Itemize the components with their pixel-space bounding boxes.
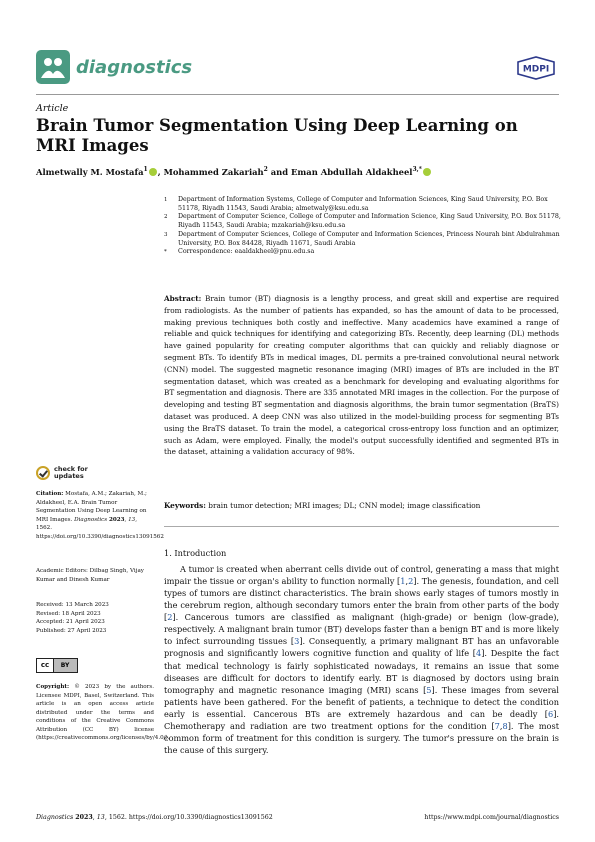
citation-journal: Diagnostics bbox=[74, 516, 108, 523]
affiliation-mark: 1 bbox=[164, 197, 168, 203]
footer-journal-url[interactable]: https://www.mdpi.com/journal/diagnostics bbox=[424, 814, 559, 821]
intro-text: , bbox=[499, 720, 503, 731]
check-for-updates-badge[interactable] bbox=[36, 466, 88, 480]
intro-text: ]. Consequently, a primary malignant BT has an unfavorable prognosis and significantly lowers cognitive function and quality of life [ bbox=[164, 636, 559, 659]
author-affil-mark: 3,* bbox=[412, 166, 422, 173]
author-separator: , bbox=[157, 166, 164, 177]
author-separator: and bbox=[267, 166, 292, 177]
article-title: Brain Tumor Segmentation Using Deep Learning on MRI Images bbox=[36, 116, 518, 155]
date-accepted: Accepted: 21 April 2023 bbox=[36, 619, 105, 625]
author-name[interactable]: Mohammed Zakariah bbox=[163, 166, 264, 177]
citation-link[interactable]: 8 bbox=[502, 720, 508, 731]
citation-link[interactable]: 5 bbox=[426, 684, 432, 695]
affiliation-list bbox=[164, 196, 564, 257]
abstract-label: Abstract: bbox=[164, 294, 202, 303]
affiliation-text: Department of Information Systems, College of Computer and Information Sciences, King Saud University, P.O. Box 51178, Riyadh 11543, Saudi Arabia; almetwaly@ksu.edu.sa bbox=[178, 196, 548, 212]
publisher-label: MDPI bbox=[522, 64, 550, 75]
by-label: BY bbox=[60, 662, 70, 669]
copyright-text: © 2023 by the authors. Licensee MDPI, Basel, Switzerland. This article is an open access article distributed under the terms and conditions of the Creative Commons Attribution (CC BY) license (https://creativecommons.org/licenses/by/4.0/). bbox=[36, 684, 170, 741]
check-updates-icon bbox=[36, 466, 50, 480]
citation-link[interactable]: 3 bbox=[294, 636, 300, 647]
section-heading: 1. Introduction bbox=[164, 548, 227, 558]
affiliation-item bbox=[164, 248, 564, 257]
keywords-text: brain tumor detection; MRI images; DL; CNN model; image classification bbox=[208, 501, 481, 510]
orcid-icon[interactable] bbox=[423, 168, 431, 176]
affiliation-text: Correspondence: eaaldakheel@pnu.edu.sa bbox=[178, 248, 315, 256]
introduction-body bbox=[164, 563, 559, 756]
author-affil-mark: 2 bbox=[263, 166, 268, 173]
citation-block: Citation: Mostafa, A.M.; Zakariah, M.; Aldakheel, E.A. Brain Tumor Segmentation Using Deep Learning on MRI Images. Diagnostics 2023, 13, 1562. https://doi.org/10.3390/diagnostics13091562 bbox=[36, 491, 164, 540]
article-type: Article bbox=[36, 103, 69, 114]
affiliation-item bbox=[164, 231, 564, 248]
journal-name: diagnostics bbox=[76, 57, 193, 78]
citation-link[interactable]: 2 bbox=[167, 612, 173, 623]
affiliation-mark: 3 bbox=[164, 231, 168, 238]
publication-dates bbox=[36, 601, 154, 635]
affiliation-item bbox=[164, 196, 564, 213]
intro-text: ]. Cancerous tumors are classified as malignant (high-grade) or benign (low-grade), respectively. A malignant brain tumor (BT) develops faster than a benign BT and is more likely to infect surrounding tissues [ bbox=[164, 612, 559, 647]
intro-text: ]. The genesis, foundation, and cell types of tumors are distinct characteristics. The brain shows early stages of tumors mostly in the cerebrum region, although secondary tumors enter the brain from other parts of the body [ bbox=[164, 576, 560, 623]
citation-link[interactable]: 4 bbox=[475, 648, 482, 659]
keywords-label: Keywords: bbox=[164, 501, 206, 510]
journal-logo-icon bbox=[36, 50, 70, 84]
author-affil-mark: 1 bbox=[143, 166, 148, 173]
cc-by-license-icon[interactable] bbox=[36, 658, 78, 673]
orcid-icon[interactable] bbox=[149, 168, 157, 176]
citation-text: Mostafa, A.M.; Zakariah, M.; Aldakheel, E.A. Brain Tumor Segmentation Using Deep Learning on MRI Images. bbox=[36, 491, 147, 523]
abstract bbox=[164, 293, 559, 458]
author-name[interactable]: Eman Abdullah Aldakheel bbox=[291, 166, 413, 177]
citation-doi[interactable]: 1562. https://doi.org/10.3390/diagnostics13091562 bbox=[36, 525, 164, 540]
header-divider bbox=[36, 94, 559, 95]
academic-editors: Academic Editors: Dilbag Singh, Vijay Kumar and Dinesh Kumar bbox=[36, 568, 144, 583]
date-received: Received: 13 March 2023 bbox=[36, 602, 109, 608]
author-list bbox=[36, 166, 559, 177]
citation-link[interactable]: 7 bbox=[494, 720, 500, 731]
affiliation-text: Department of Computer Sciences, College of Computer and Information Sciences, Princess Nourah bint Abdulrahman University, P.O. Box 84428, Riyadh 11671, Saudi Arabia bbox=[178, 230, 560, 247]
abstract-text: Brain tumor (BT) diagnosis is a lengthy process, and great skill and expertise are required from radiologists. As the number of patients has expanded, so has the amount of data to be processed, making previous techniques both costly and ineffective. Many academics have examined a range of reliable and quick techniques for identifying and categorizing BTs. Recently, deep learning (DL) methods have gained popularity for creating computer algorithms that can quickly and reliably diagnose or segment BTs. To identify BTs in medical images, DL permits a pre-trained convolutional neural network (CNN) model. The suggested magnetic resonance imaging (MRI) images of BTs are included in the BT segmentation dataset, which was created as a benchmark for developing and evaluating algorithms for BT segmentation and diagnosis. There are 335 annotated MRI images in the collection. For the purpose of developing and testing BT segmentation and diagnosis algorithms, the brain tumor segmentation (BraTS) dataset was produced. A deep CNN was also utilized in the model-building process for segmenting BTs using the BraTS dataset. To train the model, a categorical cross-entropy loss function and an optimizer, such as Adam, were employed. Finally, the model's output successfully identified and segmented BTs in the dataset, attaining a validation accuracy of 98%. bbox=[164, 294, 559, 457]
intro-text: ]. Chemotherapy and radiation are two treatment options for the condition [ bbox=[164, 708, 559, 731]
mdpi-logo-icon[interactable] bbox=[514, 56, 558, 80]
citation-year: 2023 bbox=[108, 516, 125, 523]
footer-citation: Diagnostics 2023, 13, 1562. https://doi.org/10.3390/diagnostics13091562 bbox=[36, 814, 273, 821]
citation-volume: 13 bbox=[128, 516, 136, 523]
date-revised: Revised: 18 April 2023 bbox=[36, 610, 101, 617]
intro-text: ]. The most common form of treatment for this condition is surgery. The tumor's pressure on the brain is the cause of this surgery. bbox=[164, 720, 559, 755]
citation-link[interactable]: 2 bbox=[408, 576, 414, 587]
intro-text: ]. These images from several patients have been gathered. For the benefit of patients, a technique to detect the condition early is essential. Cancerous BTs are extremely hazardous and can be deadly [ bbox=[164, 684, 559, 719]
keywords bbox=[164, 500, 559, 511]
citation-link[interactable]: 1 bbox=[400, 576, 406, 587]
affiliation-mark: * bbox=[164, 249, 167, 256]
section-divider bbox=[164, 526, 559, 527]
affiliation-mark: 2 bbox=[164, 214, 168, 221]
page-footer bbox=[36, 814, 559, 821]
intro-text: A tumor is created when aberrant cells divide out of control, generating a mass that might impair the tissue or organ's ability to function normally [ bbox=[164, 564, 559, 587]
affiliation-item bbox=[164, 213, 564, 230]
copyright-block bbox=[36, 683, 170, 743]
cc-label: cc bbox=[37, 659, 54, 672]
citation-link[interactable]: 6 bbox=[547, 708, 554, 719]
intro-text: ]. Despite the fact that medical technology is fairly sophisticated nowadays, it remains an issue that some diseases are difficult for doctors to identify early. BT is diagnosed by doctors using brain tomography and magnetic resonance imaging (MRI) scans [ bbox=[164, 648, 559, 695]
citation-label: Citation: bbox=[36, 491, 64, 497]
copyright-label: Copyright: bbox=[36, 684, 70, 690]
author-name[interactable]: Almetwally M. Mostafa bbox=[36, 166, 144, 177]
affiliation-text: Department of Computer Science, College of Computer and Information Science, King Saud University, P.O. Box 51178, Riyadh 11543, Saudi Arabia; mzakariah@ksu.edu.sa bbox=[178, 213, 561, 230]
date-published: Published: 27 April 2023 bbox=[36, 627, 107, 634]
check-updates-label: check for updates bbox=[54, 465, 88, 480]
intro-text: , bbox=[405, 576, 409, 587]
